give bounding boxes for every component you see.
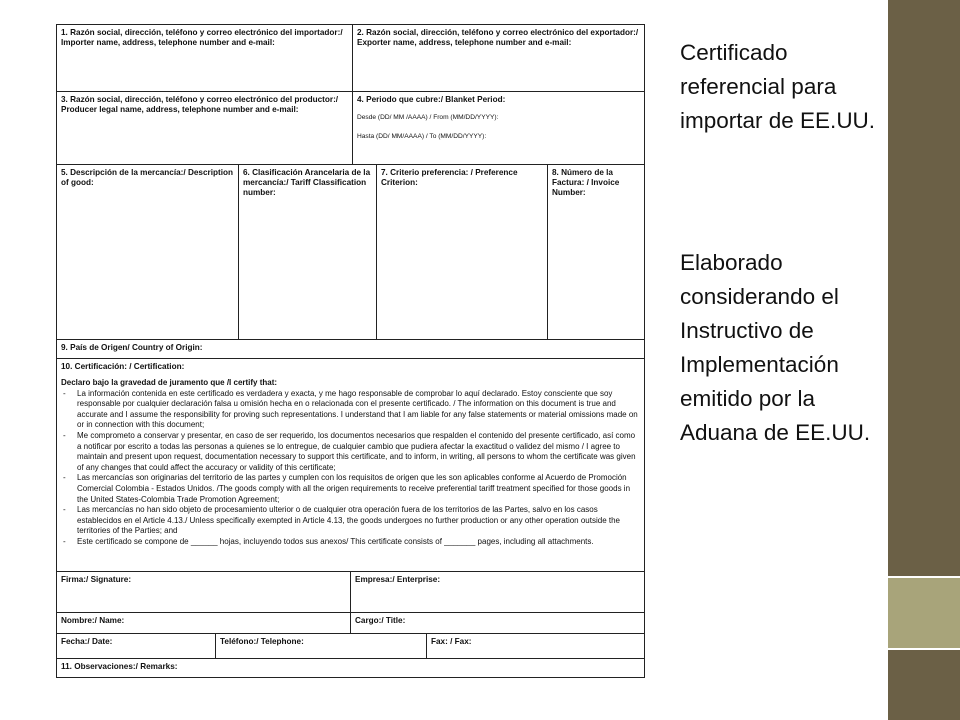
field-country-of-origin xyxy=(56,339,645,359)
field-title xyxy=(350,612,645,634)
field-certification-label: 10. Certificación: / Certification: xyxy=(61,362,185,371)
certificate-form xyxy=(42,24,645,678)
field-tariff-label: 6. Clasificación Arancelaria de la mercancía:/ Tariff Classification number: xyxy=(243,168,371,197)
field-blanket-from: Desde (DD/ MM /AAAA) / From (MM/DD/YYYY): xyxy=(357,114,499,121)
field-blanket-period-label: 4. Periodo que cubre:/ Blanket Period: xyxy=(357,95,506,104)
certification-item: - Este certificado se compone de ______ hojas, incluyendo todos sus anexos/ This certificate consists of _______ pages, including all attachments. xyxy=(61,537,640,548)
field-remarks xyxy=(56,658,645,678)
field-exporter xyxy=(352,24,645,92)
field-importer-label: 1. Razón social, dirección, teléfono y correo electrónico del importador:/ Importer name, address, telephone number and e-mail: xyxy=(61,28,343,47)
field-exporter-label: 2. Razón social, dirección, teléfono y correo electrónico del exportador:/ Exporter name, address, telephone number and e-mail: xyxy=(357,28,639,47)
field-telephone xyxy=(215,633,427,659)
field-date-label: Fecha:/ Date: xyxy=(61,637,113,646)
decorative-bar-middle xyxy=(888,578,960,650)
field-tariff-classification xyxy=(238,164,377,340)
certification-item: - Las mercancías son originarias del territorio de las partes y cumplen con los requisitos de origen que les son aplicables conforme al Acuerdo de Promoción Comercial Colombia - Estados Unidos. /The goods comply with all the origen requirements to receive preferential tariff treatment specified for those goods in the United States-Colombia Trade Promotion Agreement; xyxy=(61,473,640,505)
field-producer xyxy=(56,91,353,165)
decorative-bar-bottom xyxy=(888,650,960,720)
field-signature xyxy=(56,571,351,613)
field-blanket-to: Hasta (DD/ MM/AAAA) / To (MM/DD/YYYY): xyxy=(357,133,487,140)
certification-item: - La información contenida en este certificado es verdadera y exacta, y me hago responsable de comprobar lo aquí declarado. Estoy consciente que soy responsable por cualquier declaración falsa u omisión hecha en o relacionada con el presente certificado. / The information on this document is true and accurate and I assume the responsibility for proving such representations. I understand that I am liable for any false statements or material omissions made on or in connection with this document; xyxy=(61,389,640,431)
field-enterprise xyxy=(350,571,645,613)
slide-title: Certificado referencial para importar de EE.UU. xyxy=(680,40,876,133)
field-invoice-number xyxy=(547,164,645,340)
field-description-label: 5. Descripción de la mercancía:/ Description of good: xyxy=(61,168,234,187)
field-invoice-label: 8. Número de la Factura: / Invoice Number: xyxy=(552,168,620,197)
field-signature-label: Firma:/ Signature: xyxy=(61,575,132,584)
field-title-label: Cargo:/ Title: xyxy=(355,616,406,625)
field-importer xyxy=(56,24,353,92)
certification-intro: Declaro bajo la gravedad de juramento que /I certify that: xyxy=(61,378,278,387)
field-remarks-label: 11. Observaciones:/ Remarks: xyxy=(61,662,178,671)
field-telephone-label: Teléfono:/ Telephone: xyxy=(220,637,304,646)
field-producer-label: 3. Razón social, dirección, teléfono y correo electrónico del productor:/ Producer legal name, address, telephone number and e-mail: xyxy=(61,95,339,114)
field-description xyxy=(56,164,239,340)
field-date xyxy=(56,633,216,659)
decorative-bar-top xyxy=(888,0,960,578)
certification-list xyxy=(61,389,640,548)
certification-item: - Las mercancías no han sido objeto de procesamiento ulterior o de cualquier otra operación fuera de los territorios de las Partes, salvo en los casos establecidos en el Article 4.13./ Unless specifically exempted in Article 4.13, the goods undergoes no further production or any other operation outside the territories of the Parties; and xyxy=(61,505,640,537)
field-country-label: 9. País de Origen/ Country of Origin: xyxy=(61,343,203,352)
field-enterprise-label: Empresa:/ Enterprise: xyxy=(355,575,441,584)
slide-body: Elaborado considerando el Instructivo de Implementación emitido por la Aduana de EE.UU. xyxy=(680,250,871,445)
field-preference-label: 7. Criterio preferencia: / Preference Criterion: xyxy=(381,168,518,187)
field-name xyxy=(56,612,351,634)
certification-item: - Me comprometo a conservar y presentar, en caso de ser requerido, los documentos necesarios que respalden el contenido del presente certificado, así como a notificar por escrito a todas las personas a quienes se lo entregue, de cualquier cambio que pudiera afectar la exactitud o validez del mismo / I agree to maintain and present upon request, documentation necessary to support this certificate, and to inform, in writing, all persons to whom the certificate was given of any changes that could affect the accuracy or validity of this certificate; xyxy=(61,431,640,473)
field-blanket-period xyxy=(352,91,645,165)
field-certification xyxy=(56,358,645,572)
field-name-label: Nombre:/ Name: xyxy=(61,616,125,625)
field-fax-label: Fax: / Fax: xyxy=(431,637,472,646)
field-fax xyxy=(426,633,645,659)
field-preference-criterion xyxy=(376,164,548,340)
